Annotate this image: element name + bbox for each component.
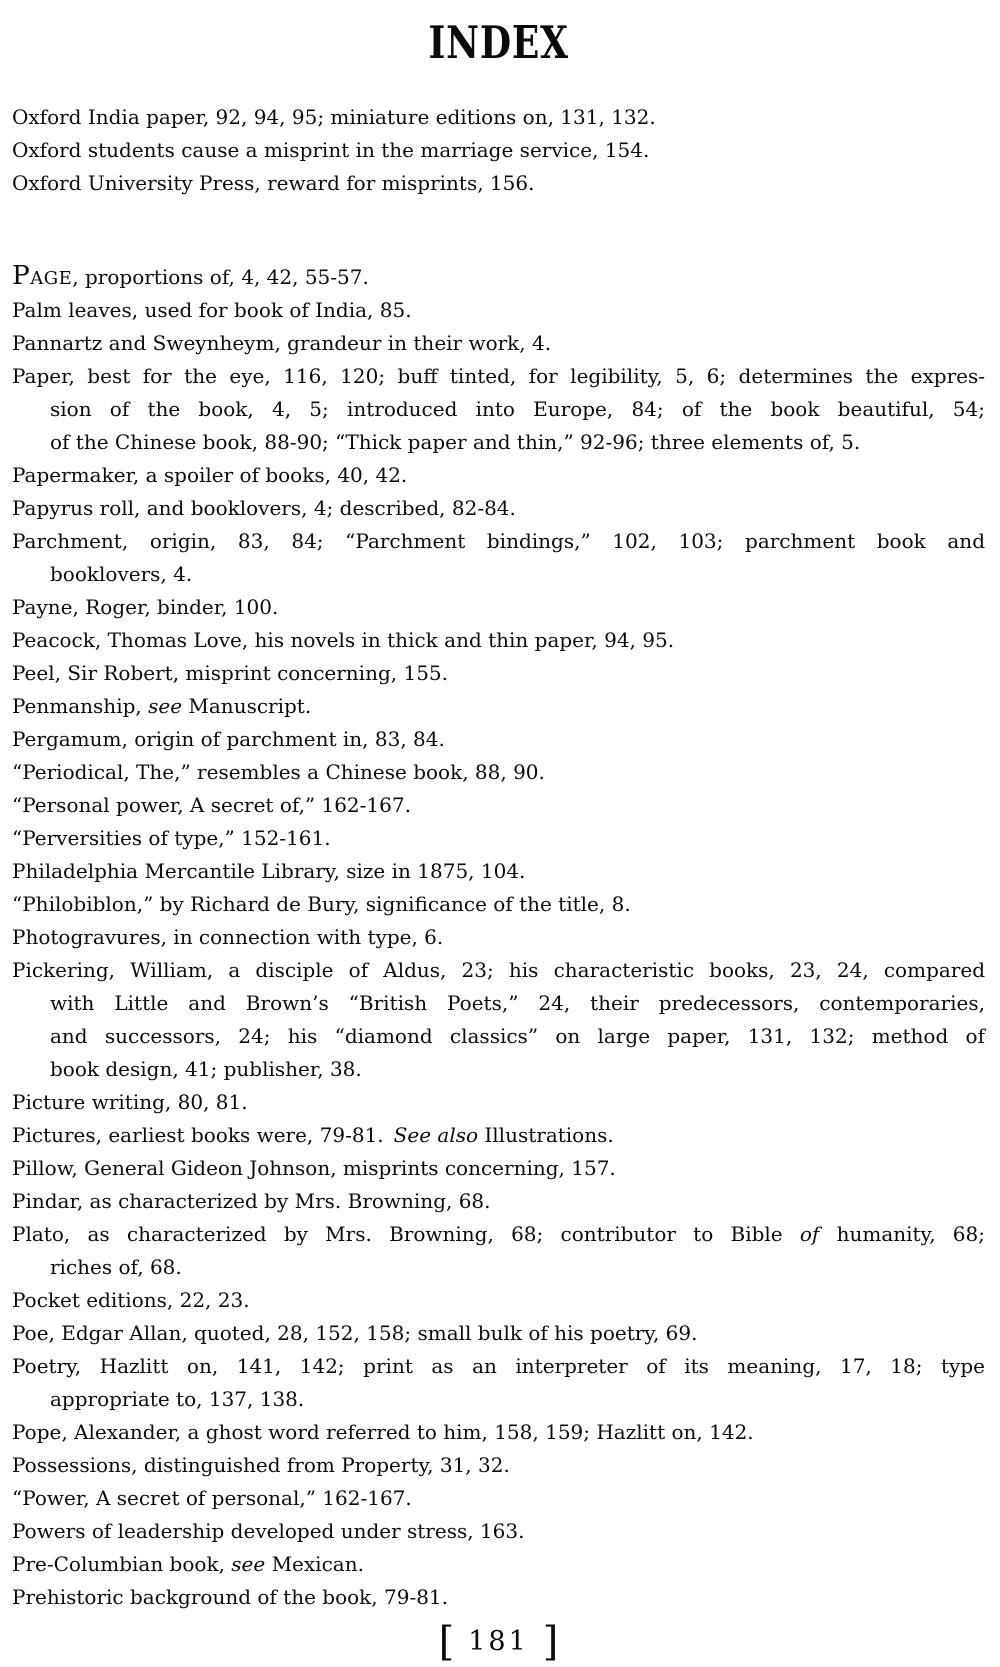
index-line	[12, 294, 985, 327]
index-segment: , proportions of, 4, 42, 55-57.	[72, 265, 369, 289]
index-segment: Penmanship,	[12, 694, 149, 718]
index-segment: riches of, 68.	[50, 1255, 182, 1279]
page-title-text: INDEX	[428, 16, 569, 69]
index-segment: sion of the book, 4, 5; introduced into Europe, 84; of the book beautiful, 54;	[50, 397, 985, 421]
index-entry	[12, 723, 985, 756]
index-segment: Pope, Alexander, a ghost word referred to him, 158, 159; Hazlitt on, 142.	[12, 1420, 754, 1444]
index-entry	[12, 1449, 985, 1482]
index-segment: humanity, 68;	[819, 1222, 985, 1246]
index-segment: Payne, Roger, binder, 100.	[12, 595, 279, 619]
index-segment: Mexican.	[265, 1552, 364, 1576]
index-line	[12, 525, 985, 558]
index-line	[12, 1020, 985, 1053]
index-entry	[12, 822, 985, 855]
index-entry	[12, 888, 985, 921]
index-segment: “Power, A secret of personal,” 162-167.	[12, 1486, 412, 1510]
index-segment-italic: see	[231, 1552, 266, 1576]
index-segment-lead: Page	[12, 260, 73, 291]
page-number-value: 181	[468, 1626, 529, 1657]
index-segment: Philadelphia Mercantile Library, size in 1875, 104.	[12, 859, 526, 883]
index-entry	[12, 1185, 985, 1218]
index-line	[12, 393, 985, 426]
index-line	[12, 822, 985, 855]
index-entry	[12, 327, 985, 360]
index-entry	[12, 294, 985, 327]
index-line	[12, 987, 985, 1020]
index-entry	[12, 690, 985, 723]
index-segment: Illustrations.	[478, 1123, 614, 1147]
index-segment: Pillow, General Gideon Johnson, misprints concerning, 157.	[12, 1156, 616, 1180]
index-line	[12, 888, 985, 921]
index-segment: Pindar, as characterized by Mrs. Browning, 68.	[12, 1189, 491, 1213]
index-entry	[12, 1284, 985, 1317]
index-segment: Pocket editions, 22, 23.	[12, 1288, 250, 1312]
index-entry	[12, 591, 985, 624]
index-line	[12, 1449, 985, 1482]
index-segment: Photogravures, in connection with type, 6.	[12, 925, 444, 949]
index-entry	[12, 1350, 985, 1416]
index-line	[12, 1053, 985, 1086]
index-line	[12, 1581, 985, 1614]
index-line	[12, 723, 985, 756]
index-line	[12, 1251, 985, 1284]
index-segment: Oxford students cause a misprint in the marriage service, 154.	[12, 138, 650, 162]
index-segment: “Personal power, A secret of,” 162-167.	[12, 793, 411, 817]
index-segment: Oxford University Press, reward for misprints, 156.	[12, 171, 535, 195]
page-number-bracket-right: ]	[542, 1619, 559, 1665]
index-line	[12, 327, 985, 360]
index-line	[12, 1383, 985, 1416]
index-line	[12, 1152, 985, 1185]
index-line	[12, 1119, 985, 1152]
index-entry	[12, 855, 985, 888]
index-segment: of the Chinese book, 88-90; “Thick paper and thin,” 92-96; three elements of, 5.	[50, 430, 861, 454]
index-segment: Papermaker, a spoiler of books, 40, 42.	[12, 463, 408, 487]
index-line	[12, 558, 985, 591]
index-segment: Plato, as characterized by Mrs. Browning, 68; contributor to Bible	[12, 1222, 800, 1246]
index-entry	[12, 789, 985, 822]
index-segment: Papyrus roll, and booklovers, 4; described, 82-84.	[12, 496, 516, 520]
index-line	[12, 1185, 985, 1218]
index-line	[12, 1350, 985, 1383]
index-segment: Pergamum, origin of parchment in, 83, 84.	[12, 727, 445, 751]
index-entry	[12, 1515, 985, 1548]
index-line	[12, 426, 985, 459]
index-line	[12, 954, 985, 987]
index-entry	[12, 1152, 985, 1185]
index-section	[12, 101, 985, 200]
index-segment: Pictures, earliest books were, 79-81.	[12, 1123, 394, 1147]
index-entry	[12, 459, 985, 492]
index-segment: Picture writing, 80, 81.	[12, 1090, 248, 1114]
index-segment: Pannartz and Sweynheym, grandeur in their work, 4.	[12, 331, 552, 355]
index-segment: Paper, best for the eye, 116, 120; buff tinted, for legibility, 5, 6; determines the expres-	[12, 364, 985, 388]
index-line	[12, 756, 985, 789]
index-segment-italic: see	[148, 694, 183, 718]
index-line	[12, 101, 985, 134]
index-entry	[12, 1218, 985, 1284]
index-segment: with Little and Brown’s “British Poets,” 24, their predecessors, contemporaries,	[50, 991, 985, 1015]
index-section	[12, 261, 985, 1614]
index-line	[12, 261, 985, 294]
index-line	[12, 921, 985, 954]
index-entry	[12, 525, 985, 591]
index-segment: Powers of leadership developed under stress, 163.	[12, 1519, 525, 1543]
index-segment: Pre-Columbian book,	[12, 1552, 232, 1576]
index-entry	[12, 756, 985, 789]
index-segment: Manuscript.	[182, 694, 312, 718]
index-line	[12, 624, 985, 657]
index-entry	[12, 954, 985, 1086]
index-entry	[12, 134, 985, 167]
index-line	[12, 1416, 985, 1449]
index-entry	[12, 1119, 985, 1152]
index-segment: and successors, 24; his “diamond classics” on large paper, 131, 132; method of	[50, 1024, 985, 1048]
index-segment: Peacock, Thomas Love, his novels in thick and thin paper, 94, 95.	[12, 628, 675, 652]
index-entry	[12, 360, 985, 459]
index-entry	[12, 1416, 985, 1449]
index-line	[12, 1284, 985, 1317]
index-entry	[12, 1581, 985, 1614]
index-segment: Oxford India paper, 92, 94, 95; miniature editions on, 131, 132.	[12, 105, 656, 129]
index-segment: booklovers, 4.	[50, 562, 193, 586]
index-line	[12, 492, 985, 525]
index-line	[12, 134, 985, 167]
index-segment: book design, 41; publisher, 38.	[50, 1057, 362, 1081]
index-entry	[12, 1548, 985, 1581]
index-line	[12, 789, 985, 822]
index-line	[12, 657, 985, 690]
index-entry	[12, 1086, 985, 1119]
index-segment-italic: of	[799, 1222, 820, 1246]
index-line	[12, 1482, 985, 1515]
index-segment: “Perversities of type,” 152-161.	[12, 826, 331, 850]
index-segment: Possessions, distinguished from Property, 31, 32.	[12, 1453, 510, 1477]
index-segment: Pickering, William, a disciple of Aldus, 23; his characteristic books, 23, 24, compared	[12, 958, 985, 982]
page-number	[12, 1619, 985, 1665]
index-segment: Poe, Edgar Allan, quoted, 28, 152, 158; small bulk of his poetry, 69.	[12, 1321, 698, 1345]
index-segment: Parchment, origin, 83, 84; “Parchment bindings,” 102, 103; parchment book and	[12, 529, 985, 553]
index-line	[12, 1548, 985, 1581]
index-line	[12, 690, 985, 723]
index-segment-italic: See also	[393, 1123, 479, 1147]
page-number-bracket-left: [	[438, 1619, 455, 1665]
index-segment: appropriate to, 137, 138.	[50, 1387, 305, 1411]
index-line	[12, 459, 985, 492]
index-line	[12, 167, 985, 200]
index-segment: Palm leaves, used for book of India, 85.	[12, 298, 412, 322]
index-entry	[12, 167, 985, 200]
index-entry	[12, 921, 985, 954]
index-entry	[12, 1482, 985, 1515]
index-line	[12, 1086, 985, 1119]
index-entry	[12, 492, 985, 525]
index-sections	[12, 101, 985, 1614]
index-entry	[12, 657, 985, 690]
index-line	[12, 1218, 985, 1251]
page-title	[12, 16, 985, 69]
index-segment: “Philobiblon,” by Richard de Bury, significance of the title, 8.	[12, 892, 631, 916]
index-entry	[12, 101, 985, 134]
index-line	[12, 591, 985, 624]
index-entry	[12, 1317, 985, 1350]
index-segment: Prehistoric background of the book, 79-81.	[12, 1585, 449, 1609]
index-entry	[12, 261, 985, 294]
index-segment: Poetry, Hazlitt on, 141, 142; print as an interpreter of its meaning, 17, 18; type	[12, 1354, 985, 1378]
index-line	[12, 855, 985, 888]
index-entry	[12, 624, 985, 657]
index-segment: “Periodical, The,” resembles a Chinese book, 88, 90.	[12, 760, 545, 784]
index-line	[12, 1515, 985, 1548]
index-line	[12, 1317, 985, 1350]
index-segment: Peel, Sir Robert, misprint concerning, 155.	[12, 661, 448, 685]
index-line	[12, 360, 985, 393]
